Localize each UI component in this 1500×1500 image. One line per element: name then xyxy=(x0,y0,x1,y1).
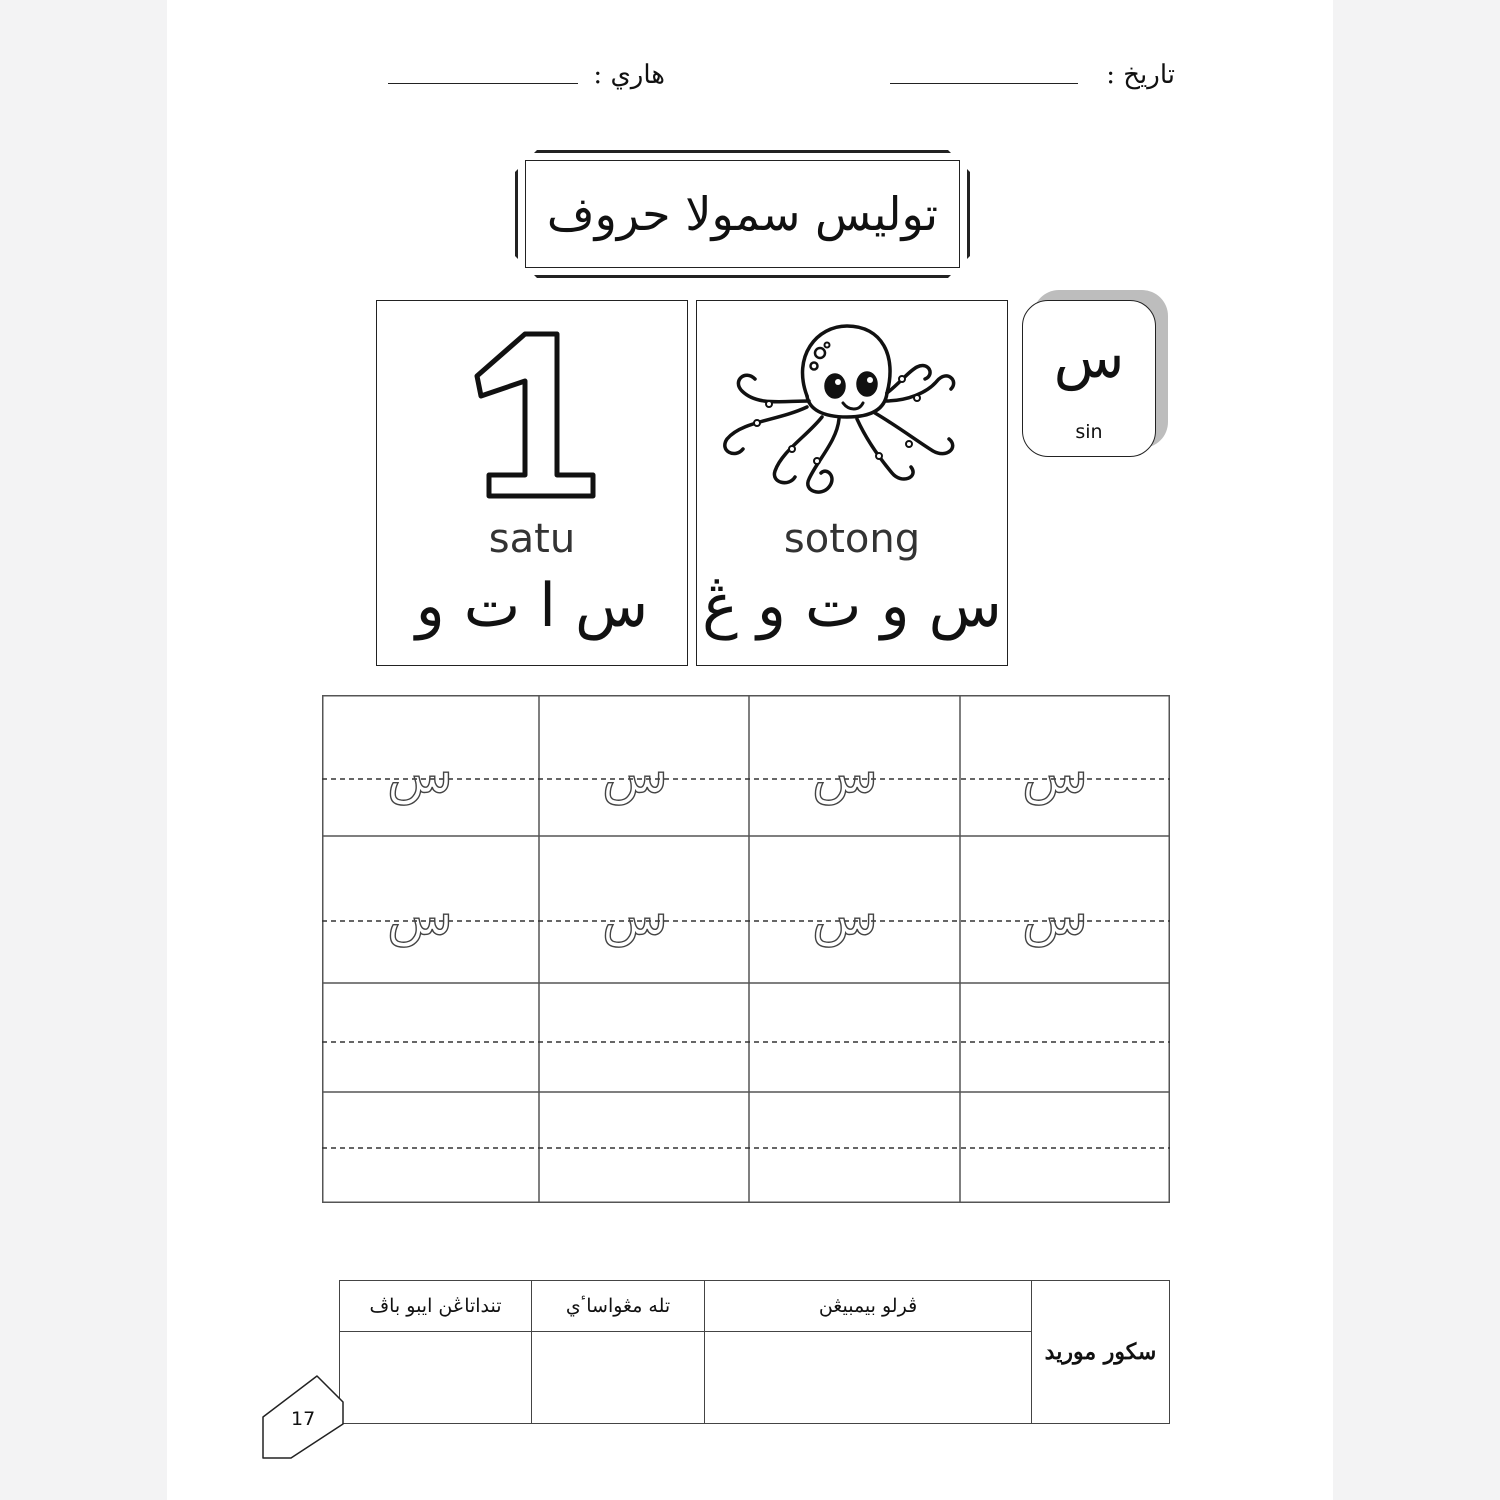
score-column-mastered: تله مڠواساٴي xyxy=(532,1281,705,1332)
card-latin-word: sotong xyxy=(783,516,921,562)
score-table xyxy=(339,1280,1170,1424)
card-latin-word: satu xyxy=(488,516,576,562)
score-column-parent-signature: تنداتاڠن ايبو باڤ xyxy=(340,1281,532,1332)
score-cell-needs-guidance[interactable] xyxy=(705,1332,1032,1424)
score-cell-mastered[interactable] xyxy=(532,1332,705,1424)
tracing-letter[interactable]: س xyxy=(812,742,878,805)
card-jawi-word: س ا ت و xyxy=(415,571,649,641)
card-jawi-word: س و ت و ڠ xyxy=(702,571,1002,641)
tracing-letter[interactable]: س xyxy=(387,742,453,805)
octopus-icon xyxy=(697,301,1009,501)
page-number: 17 xyxy=(291,1408,316,1430)
score-label: سكور موريد xyxy=(1032,1281,1170,1424)
word-card-sotong xyxy=(696,300,1008,666)
day-field[interactable] xyxy=(388,83,578,84)
date-field[interactable] xyxy=(890,83,1078,84)
page-title: توليس سمولا حروف xyxy=(546,187,939,241)
tracing-letter[interactable]: س xyxy=(602,742,668,805)
letter-card xyxy=(1022,300,1156,457)
score-cell-parent-signature[interactable] xyxy=(340,1332,532,1424)
number-one-outline xyxy=(377,301,689,511)
tracing-letter[interactable]: س xyxy=(812,884,878,947)
date-label: تاريخ : xyxy=(1106,60,1175,90)
word-card-satu xyxy=(376,300,688,666)
score-column-needs-guidance: ڤرلو بيمبيڠن xyxy=(705,1281,1032,1332)
letter-name: sin xyxy=(1075,421,1103,443)
day-label: هاري : xyxy=(593,60,665,90)
tracing-letter[interactable]: س xyxy=(1022,884,1088,947)
letter-glyph: س xyxy=(1053,323,1125,391)
tracing-letter[interactable]: س xyxy=(387,884,453,947)
tracing-letter[interactable]: س xyxy=(1022,742,1088,805)
tracing-letter[interactable]: س xyxy=(602,884,668,947)
